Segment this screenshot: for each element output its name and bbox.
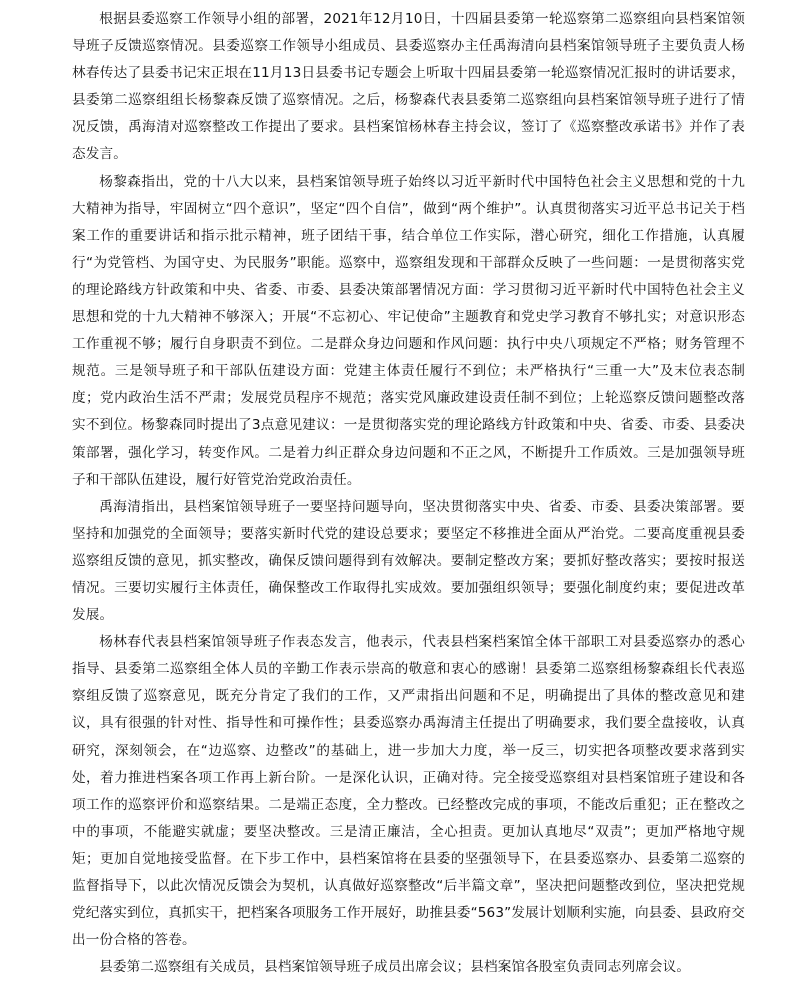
paragraph-yang-linchun-statement: 杨林春代表县档案馆领导班子作表态发言，他表示，代表县档案档案馆全体干部职工对县委巡察办的悉心指导、县委第二巡察组全体人员的辛勤工作表示崇高的敬意和衷心的感谢！县委第二巡察组杨黎森组长代表巡察组反馈了巡察意见，既充分肯定了我们的工作，又严肃指出问题和不足，明确提出了具体的整改意见和建议，具有很强的针对性、指导性和可操作性；县委巡察办禹海清主任提出了明确要求，我们要全盘接收，认真研究，深刻领会，在“边巡察、边整改”的基础上，进一步加大力度，举一反三，切实把各项整改要求落到实处，着力推进档案各项工作再上新台阶。一是深化认识，正确对待。完全接受巡察组对县档案馆班子建设和各项工作的巡察评价和巡察结果。二是端正态度，全力整改。已经整改完成的事项，不能改后重犯；正在整改之中的事项，不能避实就虚；要坚决整改。三是清正廉洁，全心担责。更加认真地尽“双责”；更加严格地守规矩；更加自觉地接受监督。在下步工作中，县档案馆将在县委的坚强领导下，在县委巡察办、县委第二巡察的监督指导下，以此次情况反馈会为契机，认真做好巡察整改“后半篇文章”，坚决把问题整改到位，坚决把党规党纪落实到位，真抓实干，把档案各项服务工作开展好，助推县委“563”发展计划顺利实施，向县委、县政府交出一份合格的答卷。: [72, 634, 745, 949]
paragraph-yu-haiqing-requirements: 禹海清指出，县档案馆领导班子一要坚持问题导向，坚决贯彻落实中央、省委、市委、县委决策部署。要坚持和加强党的全面领导；要落实新时代党的建设总要求；要坚定不移推进全面从严治党。二要高度重视县委巡察组反馈的意见，抓实整改，确保反馈问题得到有效解决。要制定整改方案；要抓好整改落实；要按时报送情况。三要切实履行主体责任，确保整改工作取得扎实成效。要加强组织领导；要强化制度约束；要促进改革发展。: [72, 498, 745, 624]
paragraph-attendees: 县委第二巡察组有关成员，县档案馆领导班子成员出席会议；县档案馆各股室负责同志列席会议。: [99, 959, 691, 976]
paragraph-feedback-meeting: 根据县委巡察工作领导小组的部署，2021年12月10日，十四届县委第一轮巡察第二巡察组向县档案馆领导班子反馈巡察情况。县委巡察工作领导小组成员、县委巡察办主任禹海清向县档案馆领导班子主要负责人杨林春传达了县委书记宋正垠在11月13日县委书记专题会上听取十四届县委第一轮巡察情况汇报时的讲话要求，县委第二巡察组组长杨黎森反馈了巡察情况。之后，杨黎森代表县委第二巡察组向县档案馆领导班子进行了情况反馈，禹海清对巡察整改工作提出了要求。县档案馆杨林春主持会议，签订了《巡察整改承诺书》并作了表态发言。: [72, 11, 745, 163]
paragraph-yang-lisen-remarks: 杨黎森指出，党的十八大以来，县档案馆领导班子始终以习近平新时代中国特色社会主义思想和党的十九大精神为指导，牢固树立“四个意识”，坚定“四个自信”，做到“两个维护”。认真贯彻落实习近平总书记关于档案工作的重要讲话和指示批示精神，班子团结干事，结合单位工作实际，潜心研究，细化工作措施，认真履行“为党管档、为国守史、为民服务”职能。巡察中，巡察组发现和干部群众反映了一些问题：一是贯彻落实党的理论路线方针政策和中央、省委、市委、县委决策部署情况方面：学习贯彻习近平新时代中国特色社会主义思想和党的十九大精神不够深入；开展“不忘初心、牢记使命”主题教育和党史学习教育不够扎实；对意识形态工作重视不够；履行自身职责不到位。二是群众身边问题和作风问题：执行中央八项规定不严格；财务管理不规范。三是领导班子和干部队伍建设方面：党建主体责任履行不到位；未严格执行“三重一大”及末位表态制度；党内政治生活不严肃；发展党员程序不规范；落实党风廉政建设责任制不到位；上轮巡察反馈问题整改落实不到位。杨黎森同时提出了3点意见建议：一是贯彻落实党的理论路线方针政策和中央、省委、市委、县委决策部署，强化学习，转变作风。二是着力纠正群众身边问题和不正之风，不断提升工作质效。三是加强领导班子和干部队伍建设，履行好管党治党政治责任。: [72, 173, 745, 488]
